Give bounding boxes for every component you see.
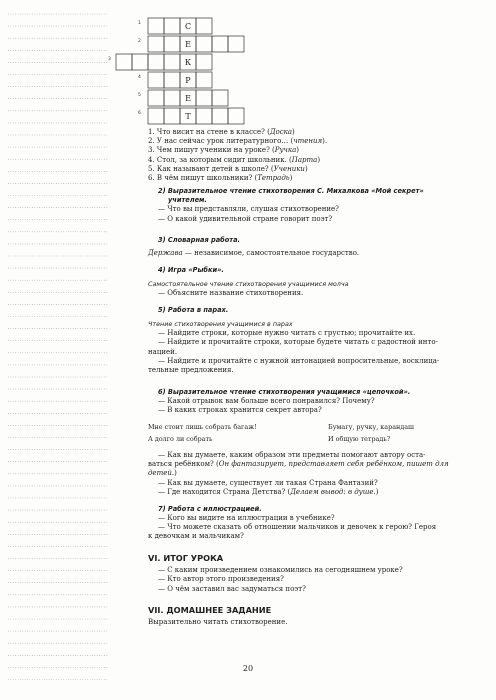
text-line: — Найдите строки, которые нужно читать с грустью; прочитайте их. <box>158 329 416 338</box>
crossword-letter: Р <box>185 76 191 85</box>
subheading: Чтение стихотворения учащимися в парах <box>148 320 293 328</box>
crossword-number: 6 <box>138 111 141 116</box>
text-line: — Какой отрывок вам больше всего понравился? Почему? <box>158 397 375 406</box>
section-heading: 4) Игра «Рыбки». <box>158 266 224 274</box>
text-line: — Кого вы видите на иллюстрации в учебнике? <box>158 514 335 523</box>
section-2 <box>158 187 424 224</box>
crossword-letter: Т <box>185 112 191 121</box>
section-heading: 3) Словарная работа. <box>158 236 241 244</box>
crossword-number: 2 <box>138 39 141 44</box>
crossword-letter: Е <box>185 40 191 49</box>
question-2: 2. У нас сейчас урок литературного… (чтения). <box>148 137 328 146</box>
text-line: — Найдите и прочитайте с нужной интонацией вопросительные, восклица- <box>158 356 440 365</box>
section-heading: 7) Работа с иллюстрацией. <box>158 505 262 513</box>
text-line: — В каких строках хранится секрет автора? <box>158 406 322 415</box>
section-6 <box>158 388 410 416</box>
section-7 <box>158 505 436 533</box>
text-line: нацией. <box>148 347 178 356</box>
section-heading: 6) Выразительное чтение стихотворения учащимися «цепочкой». <box>158 388 411 396</box>
section-vii <box>148 606 287 627</box>
poem-left <box>148 423 257 444</box>
section-title: VII. ДОМАШНЕЕ ЗАДАНИЕ <box>148 605 272 615</box>
text-line: Выразительно читать стихотворение. <box>148 618 288 627</box>
section-3-text <box>148 249 359 258</box>
crossword-number: 5 <box>138 93 141 98</box>
text-line: — Найдите и прочитайте строки, которые будете читать с радостной инто- <box>158 338 438 347</box>
question-6: 6. В чём пишут школьники? (Тетрадь) <box>148 174 293 183</box>
crossword-number: 3 <box>108 57 111 62</box>
section-vi <box>148 554 403 594</box>
text-line: — Что можете сказать об отношении мальчиков и девочек к герою? Героя <box>158 523 437 532</box>
crossword-letter: Е <box>185 94 191 103</box>
text-line: — Как вы думаете, существует ли такая Страна Фантазий? <box>158 478 378 487</box>
text-line: — Как вы думаете, каким образом эти предметы помогают автору оста- <box>158 451 426 459</box>
text-line: — Где находится Страна Детства? (Делаем вывод: в душе.) <box>158 487 379 496</box>
question-5: 5. Как называют детей в школе? (Ученики) <box>148 164 308 173</box>
poem-line: И общую тетрадь? <box>328 435 391 444</box>
question-1: 1. Что висит на стене в классе? (Доска) <box>148 128 295 136</box>
text-line: — О какой удивительной стране говорит поэт? <box>158 214 333 223</box>
text-line: — С каким произведением ознакомились на сегодняшнем уроке? <box>158 566 403 575</box>
poem-right <box>328 423 414 444</box>
text-line: ваться ребёнком? (Он фантазирует, представляет себя ребёнком, пишет для <box>148 460 449 469</box>
page-number: 20 <box>242 664 254 673</box>
section-5-text <box>148 320 439 375</box>
vocab-def: — независимое, самостоятельное государство. <box>182 249 360 257</box>
text-line: — Кто автор этого произведения? <box>158 575 284 584</box>
text-line: — Что вы представляли, слушая стихотворение? <box>158 205 339 214</box>
poem-line: Бумагу, ручку, карандаш <box>328 423 414 431</box>
section-3 <box>158 236 240 245</box>
section-7-cont <box>148 532 244 541</box>
poem-line: Мне стоит лишь собрать багаж! <box>148 423 257 431</box>
notes-dotted-lines <box>8 0 108 690</box>
text-line: тельные предложения. <box>148 366 234 375</box>
crossword-grid <box>108 14 248 126</box>
section-4 <box>158 266 224 275</box>
section-heading-cont: учителем. <box>168 196 207 205</box>
section-6-questions <box>148 451 449 497</box>
crossword-number: 1 <box>138 21 141 26</box>
section-title: VI. ИТОГ УРОКА <box>148 553 224 563</box>
crossword-letter: С <box>184 22 192 31</box>
text-line: — Объясните название стихотворения. <box>158 289 304 298</box>
crossword-number: 4 <box>138 75 141 80</box>
section-heading: 5) Работа в парах. <box>158 306 229 314</box>
vocab-term: Держава <box>148 249 183 257</box>
subheading: Самостоятельное чтение стихотворения учащимися молча <box>148 280 349 288</box>
text-line: к девочкам и мальчикам? <box>148 532 244 540</box>
crossword-letter: К <box>184 58 192 67</box>
question-3: 3. Чем пишут ученики на уроке? (Ручка) <box>148 146 299 155</box>
poem-line: А долго ли собрать <box>148 435 213 444</box>
notes-margin <box>8 0 108 690</box>
text-line: детей.) <box>148 469 177 478</box>
section-heading: 2) Выразительное чтение стихотворения С. Михалкова «Мой секрет» <box>158 187 424 195</box>
crossword-questions <box>148 128 327 183</box>
section-5 <box>158 306 228 315</box>
section-4-text <box>148 280 349 298</box>
question-4: 4. Стол, за которым сидит школьник. (Парта) <box>148 155 321 164</box>
text-line: — О чём заставил вас задуматься поэт? <box>158 584 306 593</box>
